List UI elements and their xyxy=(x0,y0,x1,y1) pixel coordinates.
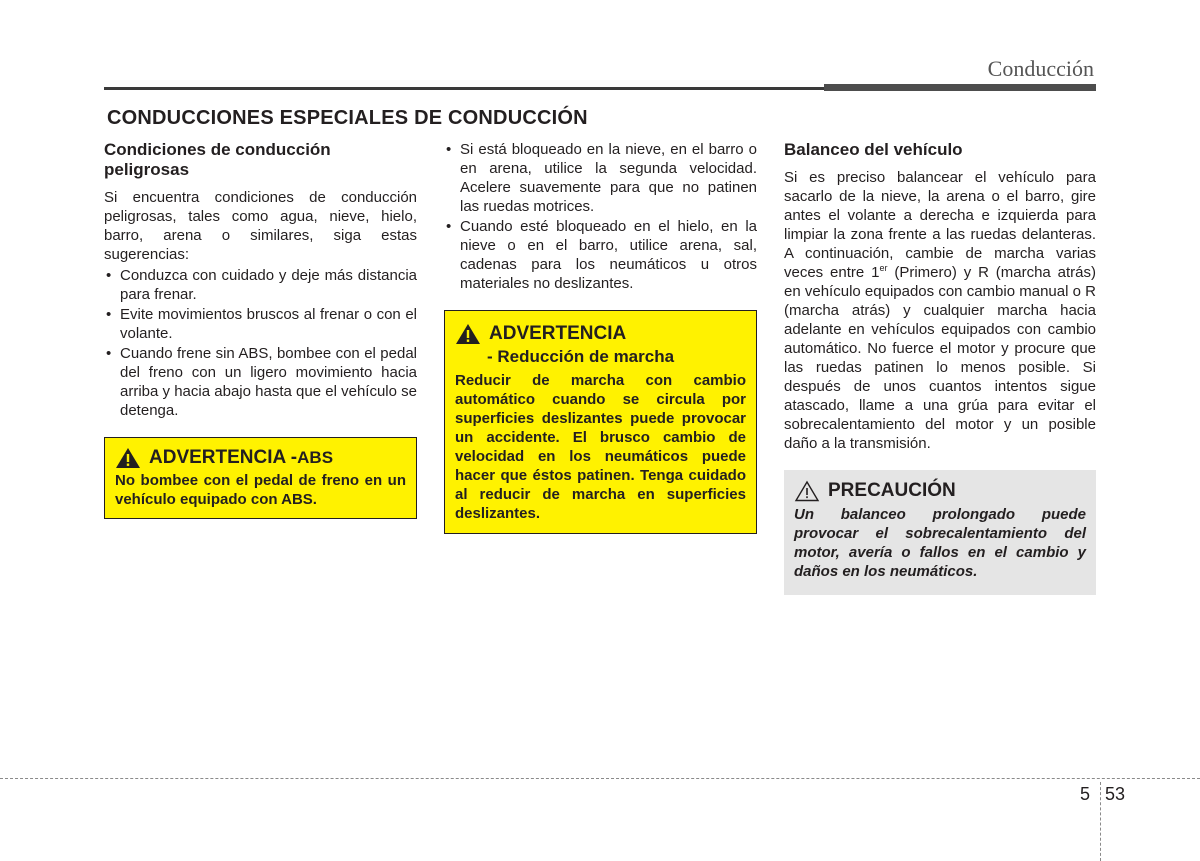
rocking-paragraph-part1: Si es preciso balancear el vehículo para sacarlo de la nieve, la arena o el barro, gire antes el volante a derecha e izquierda para limpiar la zona frente a las ruedas delanteras. A continuación, cambie de marcha varias veces entre 1 xyxy=(784,169,1096,281)
warning-triangle-icon xyxy=(455,323,481,345)
page-number: 53 xyxy=(1105,784,1126,804)
running-header-title: Conducción xyxy=(987,56,1094,81)
caution-triangle-outline-icon xyxy=(794,480,820,502)
stuck-vehicle-list xyxy=(444,140,757,293)
list-item: • Si está bloqueado en la nieve, en el barro o en arena, utilice la segunda velocidad. Acelere suavemente para que no patinen las ruedas motrices. xyxy=(444,140,757,216)
footer-divider xyxy=(1100,782,1101,861)
list-item: • Cuando frene sin ABS, bombee con el pedal del freno con un ligero movimiento hacia arriba y hacia abajo hasta que el vehículo se detenga. xyxy=(104,344,417,420)
caution-box-header xyxy=(794,480,1086,502)
warning-triangle-icon xyxy=(115,447,141,469)
intro-paragraph: Si encuentra condiciones de conducción peligrosas, tales como agua, nieve, hielo, barro, arena o similares, siga estas sugerencias: xyxy=(104,189,417,263)
list-item: • Cuando esté bloqueado en el hielo, en la nieve o en el barro, utilice arena, sal, cadenas para los neumáticos u otros materiales no deslizantes. xyxy=(444,217,757,293)
warning-body: No bombee con el pedal de freno en un vehículo equipado con ABS. xyxy=(115,472,406,508)
rocking-paragraph-part2: (Primero) y R (marcha atrás) en vehículo equipados con cambio manual o R (marcha atrás) y cualquier marcha hacia adelante en vehículos equipados con cambio automático. No fuerce el motor y procure que las ruedas patinen lo menos posible. Si después de unos cuantos intentos sigue atascado, llame a una grúa para evitar el sobrecalentamiento del motor y un posible daño a la transmisión. xyxy=(784,264,1096,452)
warning-box-header xyxy=(115,447,406,469)
ordinal-superscript: er xyxy=(879,263,888,273)
list-item: • Evite movimientos bruscos al frenar o con el volante. xyxy=(104,305,417,343)
caution-title: PRECAUCIÓN xyxy=(828,480,956,501)
warning-box-header xyxy=(455,323,746,345)
suggestions-list xyxy=(104,266,417,420)
warning-body: Reducir de marcha con cambio automático cuando se circula por superficies deslizantes puede provocar un accidente. El brusco cambio de velocidad en los neumáticos puede hacer que éstos patinen. Tenga cuidado al reducir de marcha en superficies deslizantes. xyxy=(455,372,746,522)
column-3 xyxy=(784,140,1096,595)
caution-body: Un balanceo prolongado puede provocar el sobrecalentamiento del motor, avería o fallos en el cambio y daños en los neumáticos. xyxy=(794,506,1086,580)
warning-box-downshift xyxy=(444,310,757,534)
column-1 xyxy=(104,140,417,519)
header-rule-accent xyxy=(824,84,1096,91)
list-item: • Conduzca con cuidado y deje más distancia para frenar. xyxy=(104,266,417,304)
chapter-number: 5 xyxy=(1080,784,1091,804)
section-title: CONDUCCIONES ESPECIALES DE CONDUCCIÓN xyxy=(107,107,588,129)
caution-box xyxy=(784,470,1096,595)
warning-box-abs xyxy=(104,437,417,519)
warning-subtitle: - Reducción de marcha xyxy=(487,347,675,366)
warning-title-suffix: ABS xyxy=(297,448,334,467)
rocking-paragraph xyxy=(784,168,1096,453)
warning-title: ADVERTENCIA - xyxy=(149,447,298,468)
subsection-heading-dangerous-conditions: Condiciones de conducción peligrosas xyxy=(104,140,331,179)
warning-title: ADVERTENCIA xyxy=(489,323,627,344)
subsection-heading-rocking: Balanceo del vehículo xyxy=(784,140,963,159)
column-2 xyxy=(444,140,757,534)
footer-rule xyxy=(0,778,1200,779)
